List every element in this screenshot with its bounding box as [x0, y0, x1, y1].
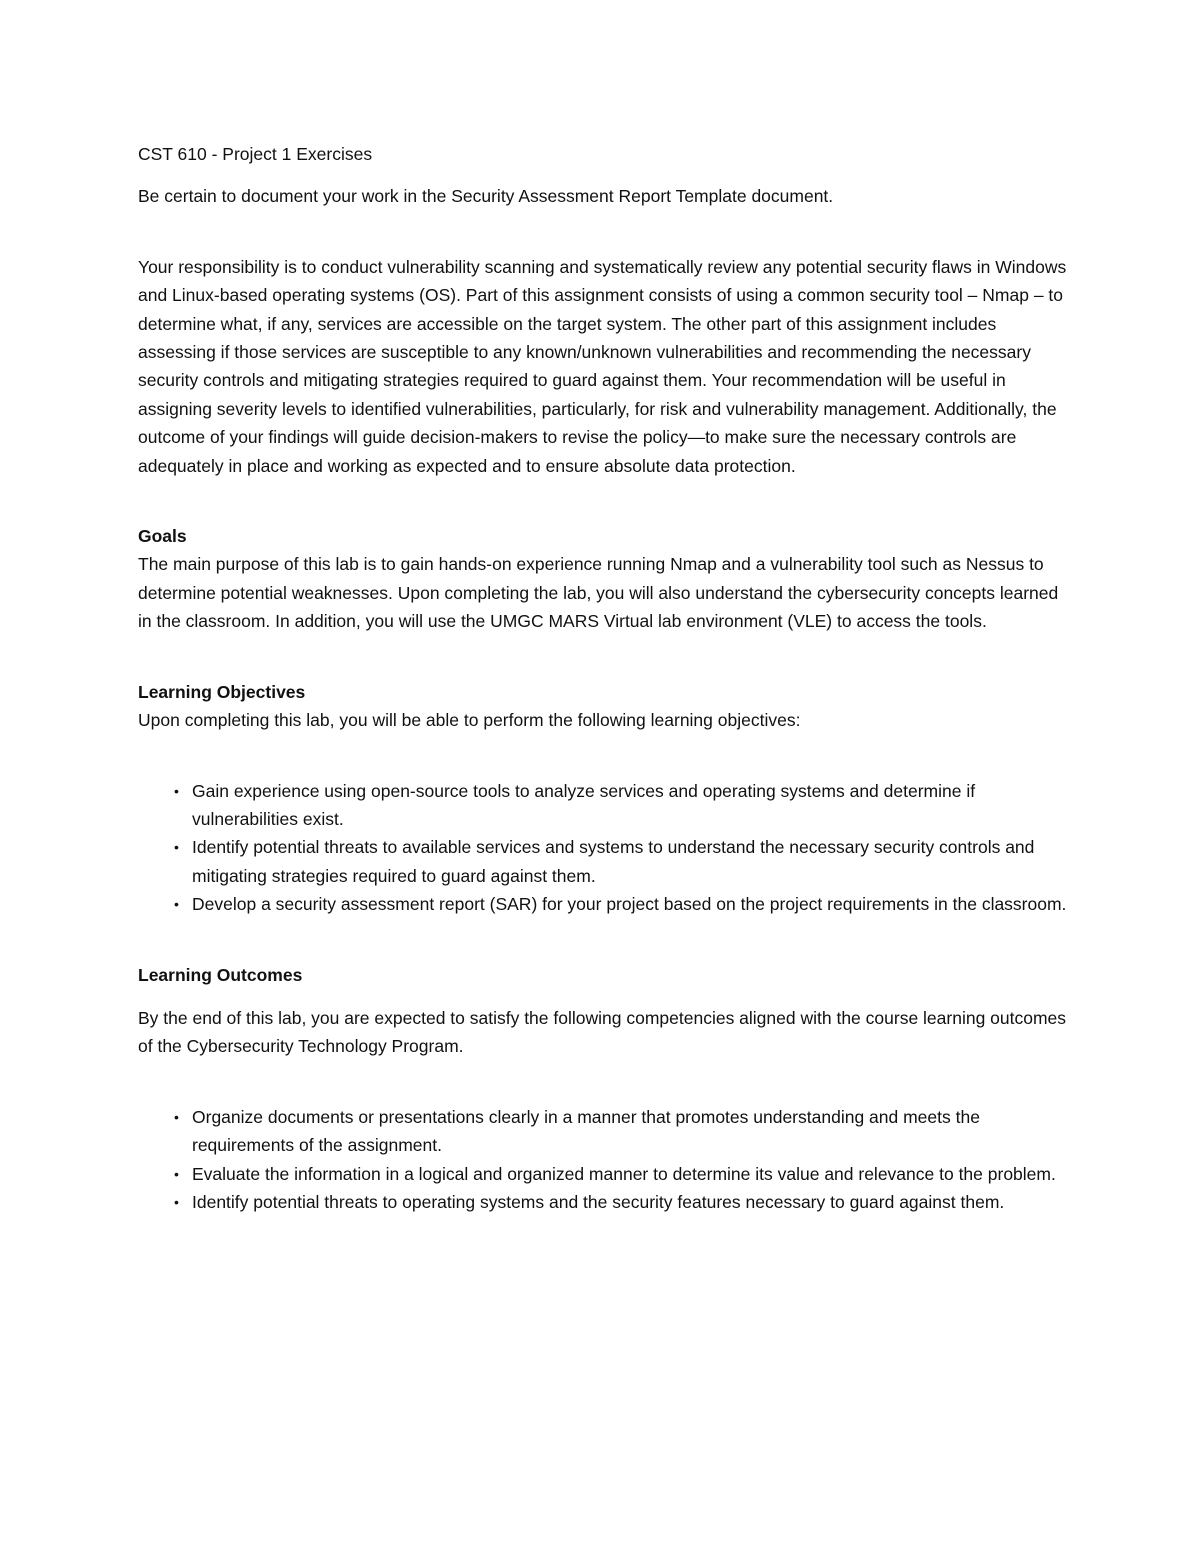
- list-item: [174, 1160, 1068, 1188]
- bullet-icon: •: [174, 1165, 179, 1182]
- list-item: [174, 1188, 1068, 1216]
- bullet-icon: •: [174, 782, 179, 799]
- list-item-text: Gain experience using open-source tools to analyze services and operating systems and determine if vulnerabilities exist.: [192, 780, 976, 829]
- document-title: CST 610 - Project 1 Exercises: [138, 144, 373, 164]
- learning-objectives-intro: Upon completing this lab, you will be able to perform the following learning objectives:: [138, 710, 801, 731]
- goals-heading: Goals: [138, 526, 187, 547]
- responsibility-paragraph: Your responsibility is to conduct vulnerability scanning and systematically review any potential security flaws in Windows and Linux-based operating systems (OS). Part of this assignment consists of using a common security tool – Nmap – to determine what, if any, services are accessible on the target system. The other part of this assignment includes assessing if those services are susceptible to any known/unknown vulnerabilities and recommending the necessary security controls and mitigating strategies required to guard against them. Your recommendation will be useful in assigning severity levels to identified vulnerabilities, particularly, for risk and vulnerability management. Additionally, the outcome of your findings will guide decision-makers to revise the policy—to make sure the necessary controls are adequately in place and working as expected and to ensure absolute data protection.: [138, 256, 1067, 476]
- list-item: [174, 833, 1068, 890]
- list-item-text: Evaluate the information in a logical and organized manner to determine its value and relevance to the problem.: [192, 1163, 1056, 1184]
- learning-outcomes-list: [138, 1103, 1068, 1217]
- learning-outcomes-heading: Learning Outcomes: [138, 964, 303, 985]
- bullet-icon: •: [174, 1193, 179, 1210]
- bullet-icon: •: [174, 896, 179, 913]
- document-page: [138, 140, 1068, 1258]
- bullet-icon: •: [174, 839, 179, 856]
- learning-outcomes-intro: By the end of this lab, you are expected to satisfy the following competencies aligned with the course learning outcomes of the Cybersecurity Technology Program.: [138, 1007, 1067, 1057]
- list-item: [174, 1103, 1068, 1160]
- goals-text: The main purpose of this lab is to gain hands-on experience running Nmap and a vulnerability tool such as Nessus to determine potential weaknesses. Upon completing the lab, you will also understand the cybersecurity concepts learned in the classroom. In addition, you will use the UMGC MARS Virtual lab environment (VLE) to access the tools.: [138, 554, 1059, 632]
- learning-objectives-list: [138, 777, 1068, 919]
- list-item-text: Organize documents or presentations clearly in a manner that promotes understanding and meets the requirements of the assignment.: [192, 1106, 980, 1156]
- list-item: [174, 777, 1068, 834]
- intro-note: Be certain to document your work in the Security Assessment Report Template document.: [138, 186, 834, 207]
- list-item-text: Develop a security assessment report (SAR) for your project based on the project requirements in the classroom.: [192, 894, 1067, 915]
- list-item-text: Identify potential threats to available services and systems to understand the necessary security controls and mitigating strategies required to guard against them.: [192, 837, 1035, 886]
- list-item-text: Identify potential threats to operating systems and the security features necessary to guard against them.: [192, 1191, 1005, 1212]
- learning-objectives-heading: Learning Objectives: [138, 681, 306, 702]
- bullet-icon: •: [174, 1108, 179, 1125]
- list-item: [174, 890, 1068, 918]
